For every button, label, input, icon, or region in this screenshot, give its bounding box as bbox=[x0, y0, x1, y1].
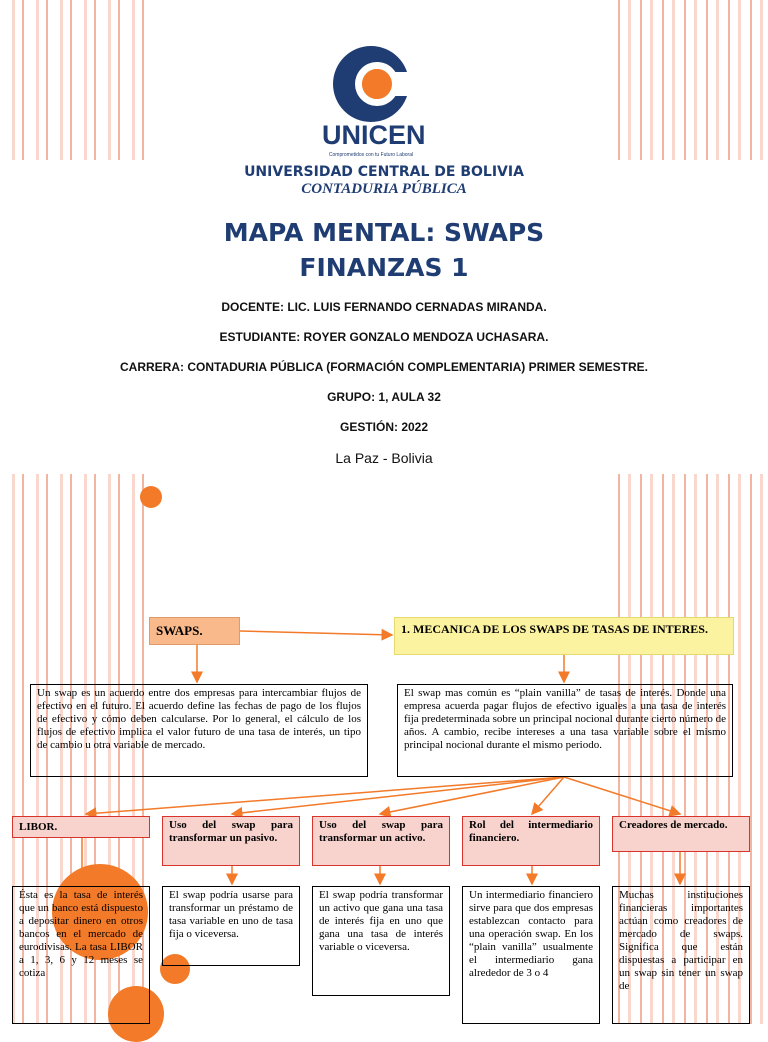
decorative-stripes-left bbox=[0, 0, 150, 160]
mechanics-definition-box: El swap mas común es “plain vanilla” de tasas de interés. Donde una empresa acuerda pagar flujos de efectivo iguales a una tasa de interés fija predeterminada sobre un principal nocional durante cierto número de años. A cambio, recibe intereses a una tasa variable sobre el mismo principal nocional durante el mismo periodo. bbox=[397, 684, 733, 777]
place-line: La Paz - Bolivia bbox=[335, 450, 433, 466]
activo-definition-box: El swap podría transformar un activo que gana una tasa de interés fija en uno que gana una tasa de interés variable o viceversa. bbox=[312, 886, 450, 996]
pasivo-definition-box: El swap podría usarse para transformar un préstamo de tasa variable en uno de tasa fija o viceversa. bbox=[162, 886, 300, 966]
rol-definition-box: Un intermediario financiero sirve para que dos empresas establezcan contacto para una operación swap. En los “plain vanilla” usualmente el intermediario gana alrededor de 3 o 4 bbox=[462, 886, 600, 1024]
libor-title-box: LIBOR. bbox=[12, 816, 150, 838]
docente-line: DOCENTE: LIC. LUIS FERNANDO CERNADAS MIRANDA. bbox=[221, 300, 547, 314]
logo-wordmark: UNICEN bbox=[322, 120, 426, 150]
swaps-definition-box: Un swap es un acuerdo entre dos empresas para intercambiar flujos de efectivo en el futuro. El acuerdo define las fechas de pago de los flujos de efectivo y cómo deben calcularse. Por lo general, el cálculo de los flujos de efectivo implica el valor futuro de una tasa de interés, un tipo de cambio u otra variable de mercado. bbox=[30, 684, 368, 777]
document-title: MAPA MENTAL: SWAPS bbox=[223, 218, 545, 247]
logo-motto: Comprometidos con tu Futuro Laboral bbox=[328, 152, 414, 158]
document-subtitle: FINANZAS 1 bbox=[299, 253, 469, 282]
university-name: UNIVERSIDAD CENTRAL DE BOLIVIA bbox=[244, 164, 524, 180]
rol-title-box: Rol del intermediario financiero. bbox=[462, 816, 600, 866]
decorative-stripes-right bbox=[618, 0, 768, 160]
activo-title-box: Uso del swap para transformar un activo. bbox=[312, 816, 450, 866]
decorative-dot bbox=[140, 486, 162, 508]
faculty-name: CONTADURIA PÚBLICA bbox=[301, 181, 467, 197]
creadores-definition-box: Muchas instituciones financieras importantes actúan como creadores de mercado de swaps. Significa que están dispuestas a participar en un swap sin tener un swap de bbox=[612, 886, 750, 1024]
mechanics-title-box: 1. MECANICA DE LOS SWAPS DE TASAS DE INTERES. bbox=[394, 617, 734, 655]
grupo-line: GRUPO: 1, AULA 32 bbox=[327, 390, 441, 404]
gestion-line: GESTIÓN: 2022 bbox=[339, 420, 429, 434]
carrera-line: CARRERA: CONTADURIA PÚBLICA (FORMACIÓN COMPLEMENTARIA) PRIMER SEMESTRE. bbox=[120, 360, 648, 374]
creadores-title-box: Creadores de mercado. bbox=[612, 816, 750, 852]
pasivo-title-box: Uso del swap para transformar un pasivo. bbox=[162, 816, 300, 866]
swaps-title-box: SWAPS. bbox=[149, 617, 240, 645]
libor-definition-box: Ésta es la tasa de interés que un banco está dispuesto a depositar dinero en otros bancos en el mercado de eurodivisas. La tasa LIBOR a 1, 3, 6 y 12 meses se cotiza bbox=[12, 886, 150, 1024]
estudiante-line: ESTUDIANTE: ROYER GONZALO MENDOZA UCHASARA. bbox=[219, 330, 549, 344]
